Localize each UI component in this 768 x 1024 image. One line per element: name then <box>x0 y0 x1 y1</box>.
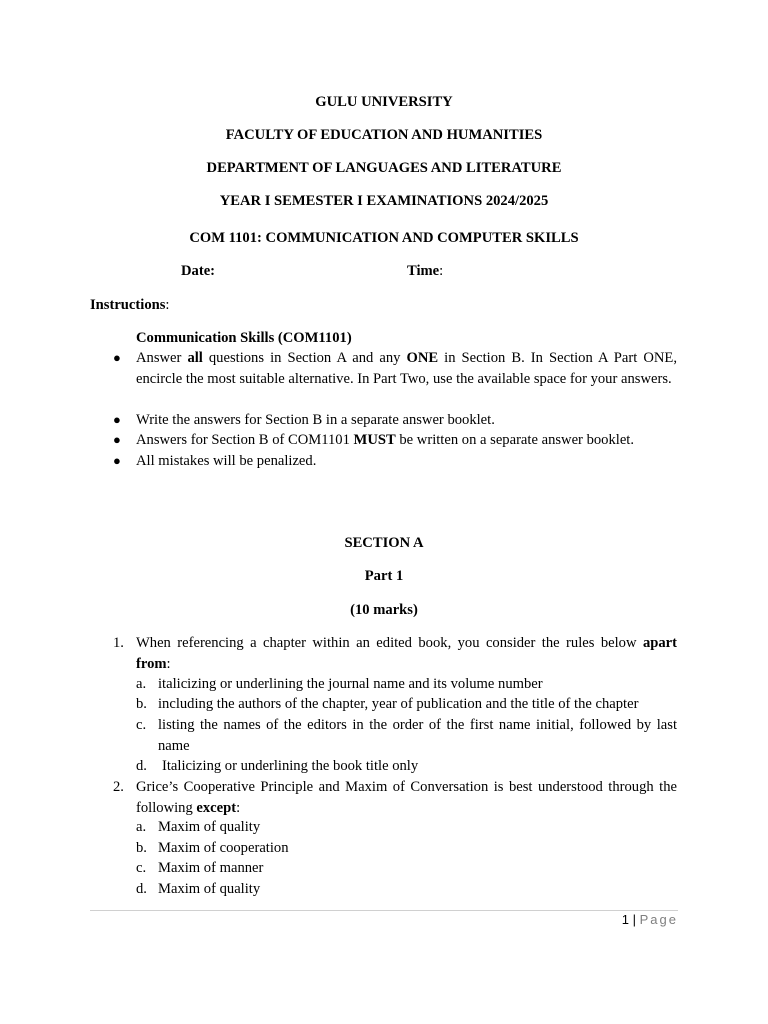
option-text: italicizing or underlining the journal name and its volume number <box>158 676 543 692</box>
option-letter: d. <box>136 881 147 897</box>
option-text: Italicizing or underlining the book title only <box>162 758 419 774</box>
option-letter: a. <box>136 819 147 835</box>
question-number: 2. <box>113 779 124 795</box>
instructions-label: Instructions <box>90 297 166 313</box>
instruction-item: All mistakes will be penalized. <box>136 453 317 469</box>
exam-title: YEAR I SEMESTER I EXAMINATIONS 2024/2025 <box>219 193 549 209</box>
option-letter: c. <box>136 860 147 876</box>
footer-separator: | <box>632 912 636 927</box>
option-letter: a. <box>136 676 147 692</box>
option-text: including the authors of the chapter, year of publication and the title of the chapter <box>158 696 639 712</box>
section-marks: (10 marks) <box>350 602 418 618</box>
section-title: SECTION A <box>344 535 424 551</box>
question-text: When referencing a chapter within an edited book, you consider the rules below apart from: <box>136 635 677 672</box>
option-letter: d. <box>136 758 147 774</box>
option-text: Maxim of quality <box>158 819 261 835</box>
page-label: Page <box>639 912 678 927</box>
option-text: Maxim of quality <box>158 881 261 897</box>
instructions-heading <box>90 295 169 315</box>
option-text: Maxim of manner <box>158 860 264 876</box>
university-name: GULU UNIVERSITY <box>315 94 453 110</box>
option-letter: c. <box>136 717 147 733</box>
bullet-icon: ● <box>113 412 121 427</box>
bullet-icon: ● <box>113 453 121 468</box>
question-number: 1. <box>113 635 124 651</box>
question-text: Grice’s Cooperative Principle and Maxim of Conversation is best understood through the following except: <box>136 779 677 816</box>
part-title: Part 1 <box>364 568 404 584</box>
course-title: COM 1101: COMMUNICATION AND COMPUTER SKILLS <box>189 230 579 246</box>
page-number: 1 <box>621 912 629 927</box>
option-letter: b. <box>136 840 147 856</box>
time-label: Time <box>407 263 440 279</box>
instructions-colon: : <box>165 297 170 313</box>
instruction-item: Answer all questions in Section A and any ONE in Section B. In Section A Part ONE, encircle the most suitable alternative. In Part Two, use the available space for your answers. <box>136 350 677 387</box>
option-text: Maxim of cooperation <box>158 840 289 856</box>
bullet-icon: ● <box>113 350 121 365</box>
date-label: Date: <box>181 263 216 279</box>
option-letter: b. <box>136 696 147 712</box>
option-text: listing the names of the editors in the order of the first name initial, followed by last name <box>158 717 677 754</box>
faculty-name: FACULTY OF EDUCATION AND HUMANITIES <box>225 127 543 143</box>
department-name: DEPARTMENT OF LANGUAGES AND LITERATURE <box>206 160 562 176</box>
footer-divider <box>90 910 678 911</box>
time-field <box>407 261 443 281</box>
bullet-icon: ● <box>113 432 121 447</box>
instruction-item: Write the answers for Section B in a separate answer booklet. <box>136 412 495 428</box>
page-footer <box>622 911 678 929</box>
instruction-item: Answers for Section B of COM1101 MUST be written on a separate answer booklet. <box>136 432 634 448</box>
time-colon: : <box>439 263 444 279</box>
instructions-subheading: Communication Skills (COM1101) <box>136 330 352 346</box>
